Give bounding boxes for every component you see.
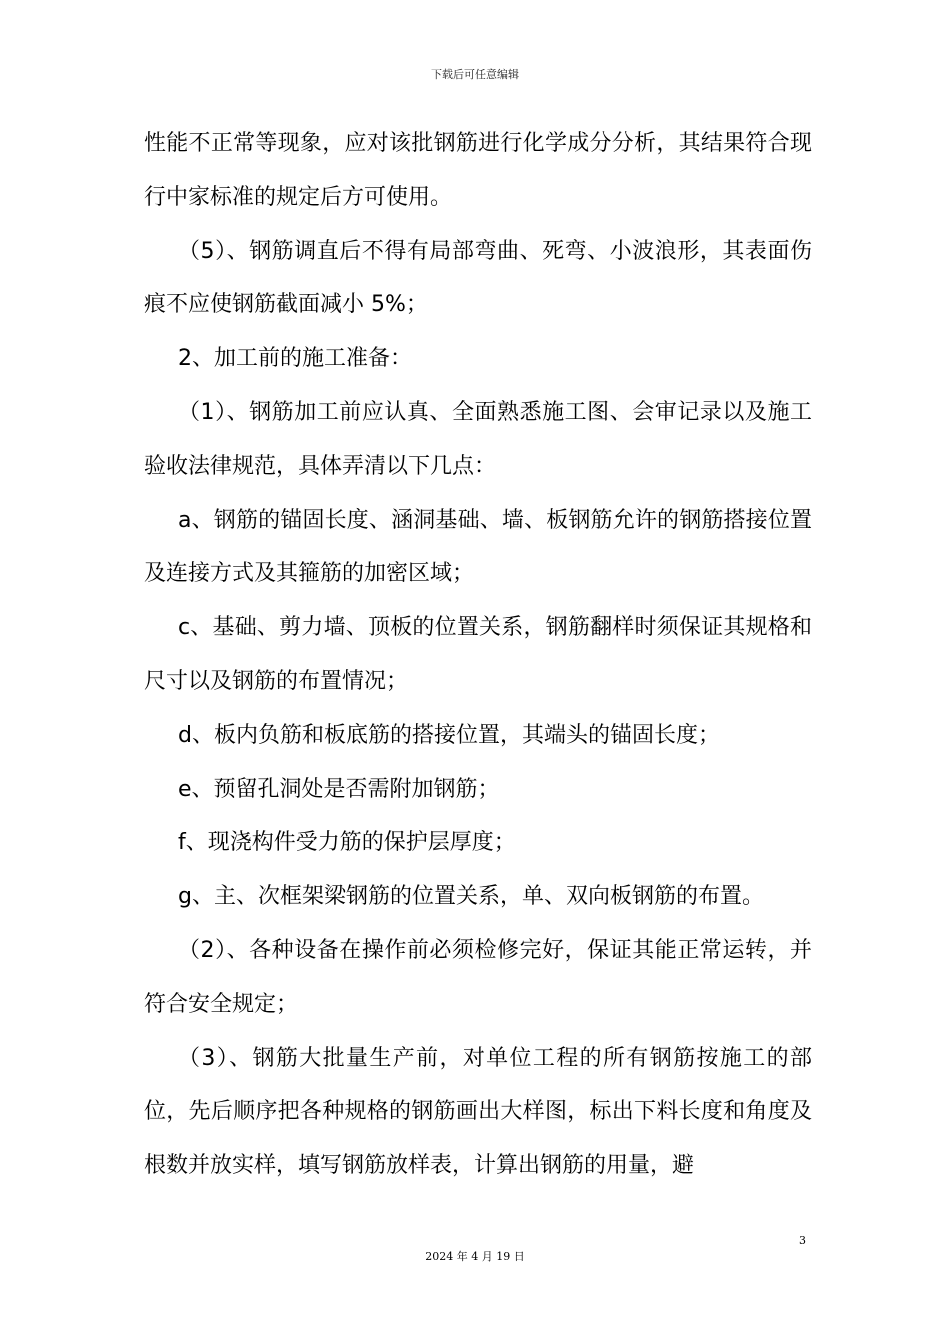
list-item: a、钢筋的锚固长度、涵洞基础、墙、板钢筋允许的钢筋搭接位置及连接方式及其箍筋的加密区域； — [144, 507, 812, 587]
list-item: d、板内负筋和板底筋的搭接位置，其端头的锚固长度； — [178, 722, 720, 748]
paragraph: （5）、钢筋调直后不得有局部弯曲、死弯、小波浪形，其表面伤痕不应使钢筋截面减小 5%； — [144, 238, 812, 318]
footer-date: 2024 年 4 月 19 日 — [425, 1250, 525, 1263]
paragraph: （3）、钢筋大批量生产前，对单位工程的所有钢筋按施工的部位，先后顺序把各种规格的钢筋画出大样图，标出下料长度和角度及根数并放实样，填写钢筋放样表，计算出钢筋的用量，避 — [144, 1045, 812, 1179]
list-item: f、现浇构件受力筋的保护层厚度； — [178, 830, 516, 856]
paragraph: （2）、各种设备在操作前必须检修完好，保证其能正常运转，并符合安全规定； — [144, 937, 812, 1017]
list-item: g、主、次框架梁钢筋的位置关系，单、双向板钢筋的布置。 — [178, 884, 764, 910]
document-body — [144, 117, 812, 1193]
paragraph: （1）、钢筋加工前应认真、全面熟悉施工图、会审记录以及施工验收法律规范，具体弄清以下几点： — [144, 399, 812, 479]
section-heading: 2、加工前的施工准备： — [178, 346, 412, 372]
list-item: c、基础、剪力墙、顶板的位置关系，钢筋翻样时须保证其规格和尺寸以及钢筋的布置情况； — [144, 615, 812, 694]
list-item: e、预留孔洞处是否需附加钢筋； — [178, 776, 500, 802]
paragraph: 性能不正常等现象，应对该批钢筋进行化学成分分析，其结果符合现行中家标准的规定后方可使用。 — [144, 131, 812, 210]
page-header: 下载后可任意编辑 — [431, 68, 519, 81]
page-number: 3 — [799, 1234, 806, 1247]
